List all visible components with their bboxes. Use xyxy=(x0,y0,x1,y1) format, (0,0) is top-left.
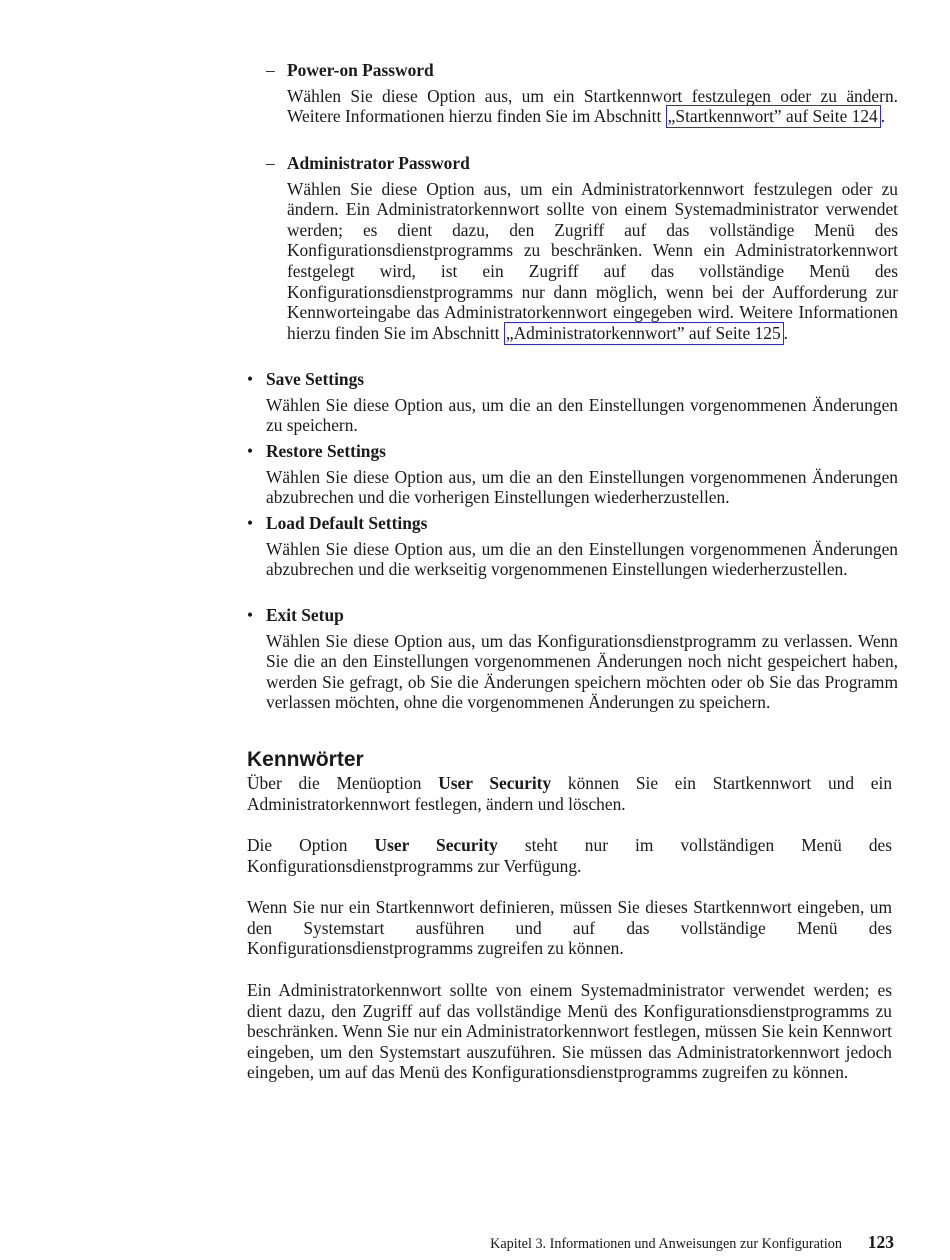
menu-item-save-settings xyxy=(246,369,898,436)
paragraph-text: Über die Menüoption xyxy=(247,773,439,793)
menu-item-heading xyxy=(246,369,898,390)
option-title: Power-on Password xyxy=(287,60,434,80)
menu-option-name: User Security xyxy=(438,773,552,793)
description-text: Wählen Sie diese Option aus, um ein Administratorkennwort festzulegen oder zu ändern. Ein Administratorkennwort sollte von einem Systemadministrator verwendet werden; es dient dazu, den Zugriff auf das vollständige Menü des Konfigurationsdienstprogramms zu beschränken. Wenn ein Administratorkennwort festgelegt wird, ist ein Zugriff auf das vollständige Menü des Konfigurationsdienstprogramms nur dann möglich, wenn bei der Aufforderung zur Kennworteingabe das Administratorkennwort eingegeben wird. Weitere Informationen hierzu finden Sie im Abschnitt xyxy=(287,178,898,343)
option-heading xyxy=(266,153,898,174)
bullet-marker: • xyxy=(247,513,254,533)
menu-item-title: Restore Settings xyxy=(266,441,386,461)
page-number: 123 xyxy=(867,1232,894,1252)
option-description xyxy=(266,179,898,344)
sentence-end: . xyxy=(783,322,789,343)
paragraph-text: steht nur im vollständigen Menü des Konfigurationsdienstprogramms zur Verfügung. xyxy=(247,835,892,876)
option-heading xyxy=(266,60,898,81)
bullet-marker: • xyxy=(247,369,254,389)
option-power-on-password xyxy=(266,60,898,127)
paragraph: Ein Administratorkennwort sollte von einem Systemadministrator verwendet werden; es dient dazu, den Zugriff auf das vollständige Menü des Konfigurationsdienstprogramms zu beschränken. Wenn Sie nur ein Administratorkennwort festlegen, müssen Sie kein Kennwort eingeben, um den Systemstart auszuführen. Sie müssen das Administratorkennwort jedoch eingeben, um auf das Menü des Konfigurationsdienstprogramms zugreifen zu können. xyxy=(247,980,892,1083)
menu-item-heading xyxy=(246,441,898,462)
menu-item-heading xyxy=(246,513,898,534)
dash-marker: – xyxy=(266,153,275,173)
option-title: Administrator Password xyxy=(287,153,470,173)
bullet-marker: • xyxy=(247,605,254,625)
paragraph xyxy=(247,835,892,876)
dash-marker: – xyxy=(266,60,275,80)
menu-item-title: Exit Setup xyxy=(266,605,344,625)
paragraph-text: Die Option xyxy=(247,835,375,855)
description-text: Wählen Sie diese Option aus, um ein Startkennwort festzulegen oder zu ändern. Weitere Informationen hierzu finden Sie im Abschnitt xyxy=(287,85,898,127)
paragraph-text: können Sie ein Startkennwort und ein Administratorkennwort festlegen, ändern und löschen. xyxy=(247,773,893,814)
sentence-end: . xyxy=(880,106,886,127)
menu-item-description: Wählen Sie diese Option aus, um die an den Einstellungen vorgenommenen Änderungen abzubrechen und die vorherigen Einstellungen wiederherzustellen. xyxy=(266,466,898,508)
option-administrator-password xyxy=(266,153,898,343)
paragraph: Wenn Sie nur ein Startkennwort definieren, müssen Sie dieses Startkennwort eingeben, um den Systemstart ausführen und auf das vollständige Menü des Konfigurationsdienstprogramms zugreifen zu können. xyxy=(247,897,892,959)
cross-reference-link[interactable]: „Startkennwort” auf Seite 124 xyxy=(666,105,881,128)
option-description xyxy=(266,86,898,127)
footer-chapter-title: Kapitel 3. Informationen und Anweisungen zur Konfiguration xyxy=(490,1236,842,1252)
menu-item-title: Save Settings xyxy=(266,369,365,389)
bullet-marker: • xyxy=(247,441,254,461)
paragraph xyxy=(247,773,892,814)
menu-item-load-default-settings xyxy=(246,513,898,580)
menu-item-heading xyxy=(246,605,898,626)
menu-item-description: Wählen Sie diese Option aus, um die an den Einstellungen vorgenommenen Änderungen abzubrechen und die werkseitig vorgenommenen Einstellungen wiederherzustellen. xyxy=(266,538,898,580)
menu-item-title: Load Default Settings xyxy=(266,513,428,533)
menu-item-exit-setup xyxy=(246,605,898,713)
menu-option-name: User Security xyxy=(374,835,498,855)
menu-item-restore-settings xyxy=(246,441,898,508)
section-heading: Kennwörter xyxy=(247,748,364,771)
menu-item-description: Wählen Sie diese Option aus, um die an den Einstellungen vorgenommenen Änderungen zu speichern. xyxy=(266,394,898,436)
cross-reference-link[interactable]: „Administratorkennwort” auf Seite 125 xyxy=(504,322,784,345)
menu-item-description: Wählen Sie diese Option aus, um das Konfigurationsdienstprogramm zu verlassen. Wenn Sie die an den Einstellungen vorgenommenen Änderungen noch nicht gespeichert haben, werden Sie gefragt, ob Sie die Änderungen speichern möchten oder ob Sie das Programm verlassen möchten, ohne die vorgenommenen Änderungen zu speichern. xyxy=(266,630,898,713)
